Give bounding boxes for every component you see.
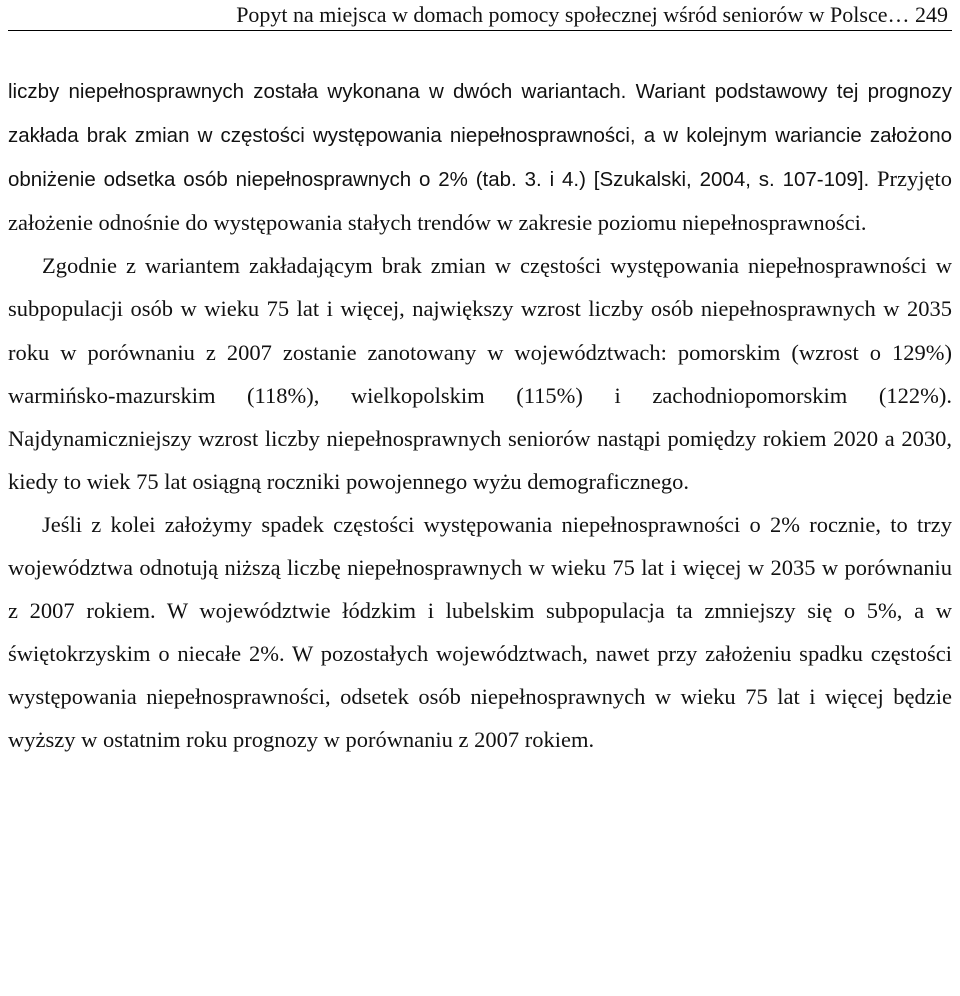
paragraph-1 [8, 69, 952, 244]
paragraph-3: Jeśli z kolei założymy spadek częstości występowania niepełnosprawności o 2% rocznie, to trzy województwa odnotują niższą liczbę niepełnosprawnych w wieku 75 lat i więcej w 2035 w porównaniu z 2007 rokiem. W województwie łódzkim i lubelskim subpopulacja ta zmniejszy się o 5%, a w świętokrzyskim o niecałe 2%. W pozostałych województwach, nawet przy założeniu spadku częstości występowania niepełnosprawności, odsetek osób niepełnosprawnych w wieku 75 lat i więcej będzie wyższy w ostatnim roku prognozy w porównaniu z 2007 rokiem. [8, 511, 952, 753]
body-text [8, 69, 952, 762]
running-header: Popyt na miejsca w domach pomocy społecznej wśród seniorów w Polsce… 249 [8, 0, 952, 31]
paragraph-1-sans-part: liczby niepełnosprawnych została wykonana w dwóch wariantach. Wariant podstawowy tej prognozy zakłada brak zmian w częstości występowania niepełnosprawności, a w kolejnym wariancie założono obniżenie odsetka osób niepełnosprawnych o 2% (tab. 3. i 4.) [Szukalski, 2004, s. 107-109]. [8, 80, 952, 192]
paragraph-2: Zgodnie z wariantem zakładającym brak zmian w częstości występowania niepełnosprawności w subpopulacji osób w wieku 75 lat i więcej, największy wzrost liczby osób niepełnosprawnych w 2035 roku w porównaniu z 2007 zostanie zanotowany w województwach: pomorskim (wzrost o 129%) warmińsko-mazurskim (118%), wielkopolskim (115%) i zachodniopomorskim (122%). Najdynamiczniejszy wzrost liczby niepełnosprawnych seniorów nastąpi pomiędzy rokiem 2020 a 2030, kiedy to wiek 75 lat osiągną roczniki powojennego wyżu demograficznego. [8, 253, 952, 494]
paragraph-1-serif-part: Przyjęto założenie odnośnie do występowania stałych trendów w zakresie poziomu niepełnosprawności. [8, 166, 952, 236]
